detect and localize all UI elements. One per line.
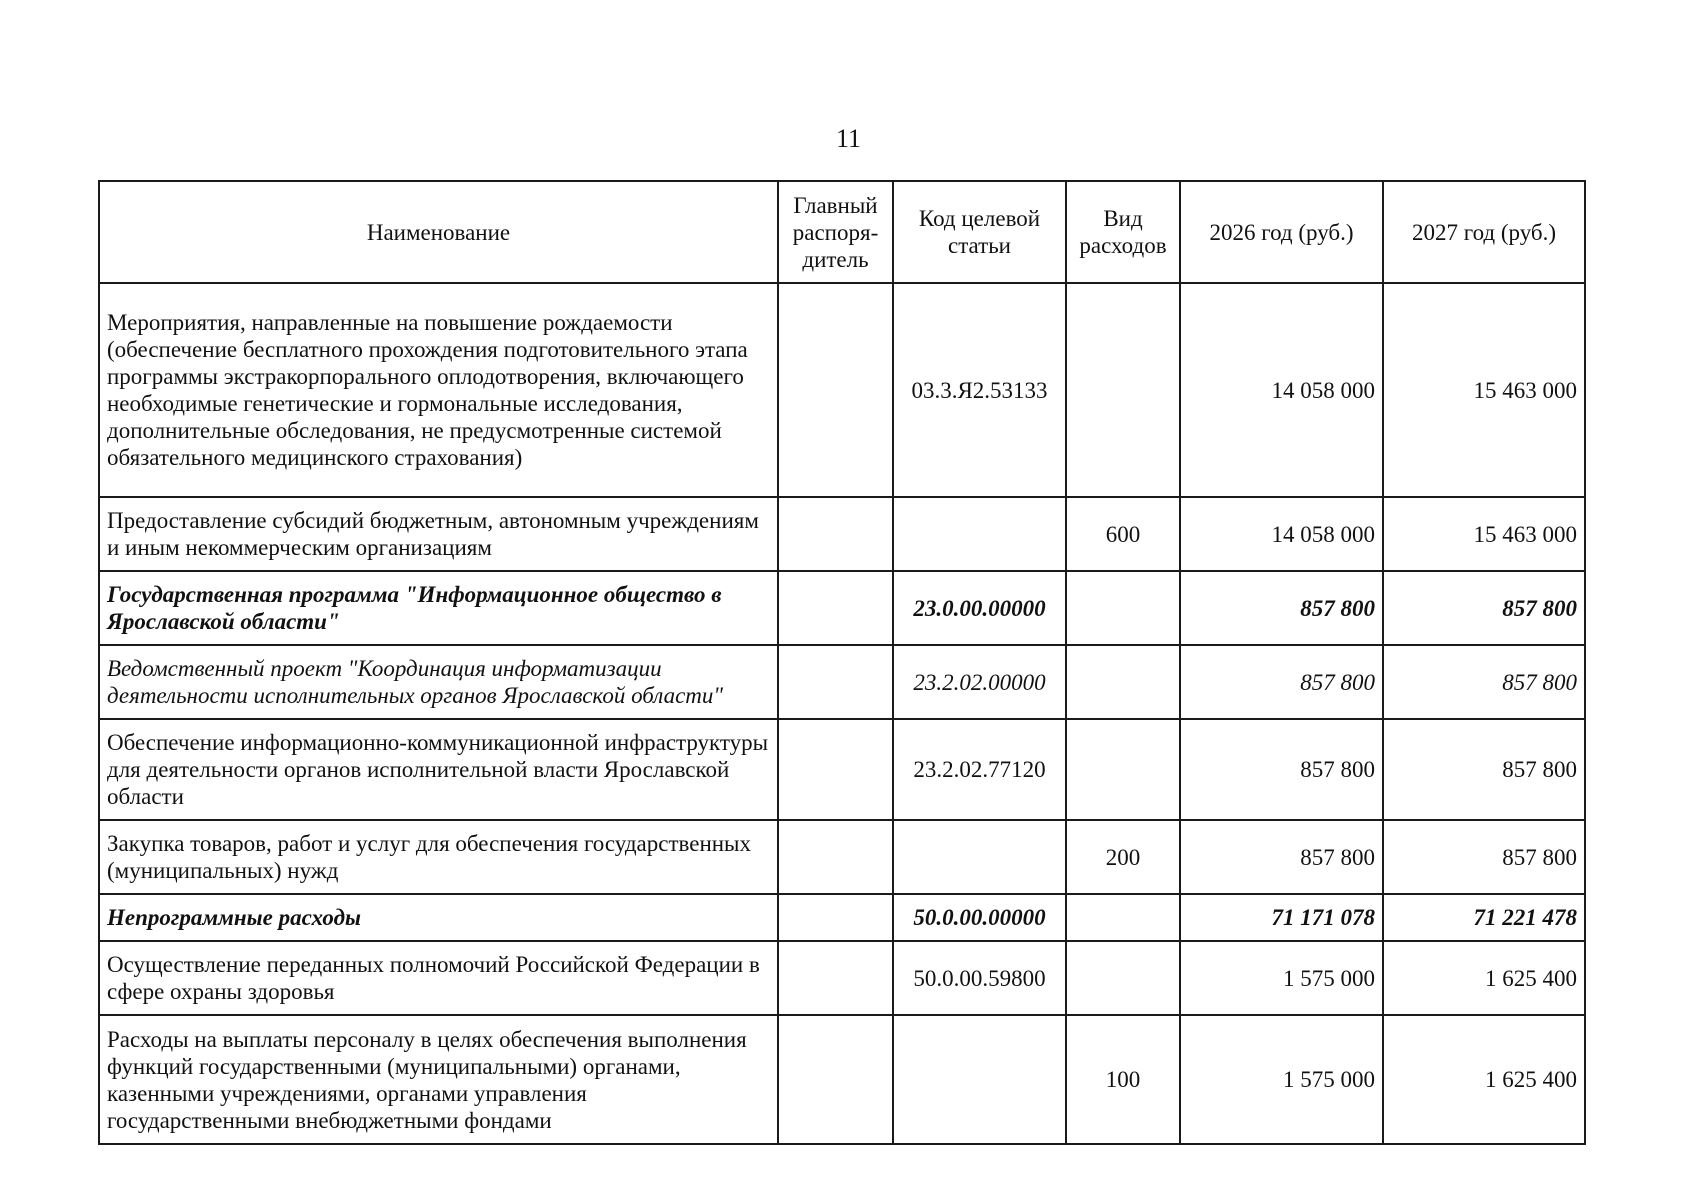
table-row — [99, 497, 1585, 571]
row-name: Непрограммные расходы — [99, 894, 778, 941]
row-kind — [1066, 571, 1180, 645]
row-2027: 857 800 — [1383, 645, 1585, 719]
row-2027: 857 800 — [1383, 719, 1585, 820]
row-2027: 857 800 — [1383, 820, 1585, 894]
row-name: Мероприятия, направленные на повышение рождаемости (обеспечение бесплатного прохождения подготовительного этапа программы экстракорпорального оплодотворения, включающего необходимые генетические и гормональные исследования, дополнительные обследования, не предусмотренные системой обязательного медицинского страхования) — [99, 283, 778, 497]
row-kind — [1066, 645, 1180, 719]
row-manager — [778, 497, 893, 571]
row-kind: 100 — [1066, 1015, 1180, 1144]
row-2026: 857 800 — [1180, 571, 1383, 645]
row-code — [893, 497, 1066, 571]
table-row — [99, 571, 1585, 645]
row-2027: 857 800 — [1383, 571, 1585, 645]
row-code: 50.0.00.59800 — [893, 941, 1066, 1015]
table-row — [99, 645, 1585, 719]
row-code: 23.0.00.00000 — [893, 571, 1066, 645]
row-2026: 857 800 — [1180, 719, 1383, 820]
row-manager — [778, 941, 893, 1015]
row-2027: 15 463 000 — [1383, 497, 1585, 571]
row-code — [893, 1015, 1066, 1144]
table-row — [99, 941, 1585, 1015]
header-2027: 2027 год (руб.) — [1383, 181, 1585, 283]
row-2026: 1 575 000 — [1180, 941, 1383, 1015]
row-kind — [1066, 283, 1180, 497]
row-kind — [1066, 941, 1180, 1015]
row-2026: 71 171 078 — [1180, 894, 1383, 941]
row-code: 03.3.Я2.53133 — [893, 283, 1066, 497]
row-2026: 857 800 — [1180, 645, 1383, 719]
row-code — [893, 820, 1066, 894]
row-name: Государственная программа "Информационное общество в Ярославской области" — [99, 571, 778, 645]
table-row — [99, 894, 1585, 941]
page-number: 11 — [835, 124, 862, 153]
header-kind: Вид расходов — [1066, 181, 1180, 283]
row-code: 50.0.00.00000 — [893, 894, 1066, 941]
header-code: Код целевой статьи — [893, 181, 1066, 283]
row-2026: 14 058 000 — [1180, 497, 1383, 571]
table-row — [99, 820, 1585, 894]
row-manager — [778, 571, 893, 645]
row-name: Обеспечение информационно-коммуникационной инфраструктуры для деятельности органов исполнительной власти Ярославской области — [99, 719, 778, 820]
row-kind — [1066, 894, 1180, 941]
row-2026: 1 575 000 — [1180, 1015, 1383, 1144]
row-kind: 600 — [1066, 497, 1180, 571]
row-name: Осуществление переданных полномочий Российской Федерации в сфере охраны здоровья — [99, 941, 778, 1015]
header-name: Наименование — [99, 181, 778, 283]
row-name: Закупка товаров, работ и услуг для обеспечения государственных (муниципальных) нужд — [99, 820, 778, 894]
table-row — [99, 1015, 1585, 1144]
row-kind: 200 — [1066, 820, 1180, 894]
row-2027: 1 625 400 — [1383, 1015, 1585, 1144]
table-row — [99, 283, 1585, 497]
row-kind — [1066, 719, 1180, 820]
row-name: Ведомственный проект "Координация информатизации деятельности исполнительных органов Ярославской области" — [99, 645, 778, 719]
row-manager — [778, 645, 893, 719]
row-manager — [778, 1015, 893, 1144]
table-header-row — [99, 181, 1585, 283]
row-2027: 71 221 478 — [1383, 894, 1585, 941]
row-code: 23.2.02.00000 — [893, 645, 1066, 719]
row-name: Расходы на выплаты персоналу в целях обеспечения выполнения функций государственными (муниципальными) органами, казенными учреждениями, органами управления государственными внебюджетными фондами — [99, 1015, 778, 1144]
row-manager — [778, 894, 893, 941]
row-manager — [778, 283, 893, 497]
row-2027: 1 625 400 — [1383, 941, 1585, 1015]
header-manager: Главный распоря-дитель — [778, 181, 893, 283]
table-row — [99, 719, 1585, 820]
budget-table — [98, 180, 1586, 1145]
header-2026: 2026 год (руб.) — [1180, 181, 1383, 283]
row-2026: 14 058 000 — [1180, 283, 1383, 497]
row-name: Предоставление субсидий бюджетным, автономным учреждениям и иным некоммерческим организациям — [99, 497, 778, 571]
row-manager — [778, 719, 893, 820]
row-manager — [778, 820, 893, 894]
row-2026: 857 800 — [1180, 820, 1383, 894]
row-code: 23.2.02.77120 — [893, 719, 1066, 820]
row-2027: 15 463 000 — [1383, 283, 1585, 497]
